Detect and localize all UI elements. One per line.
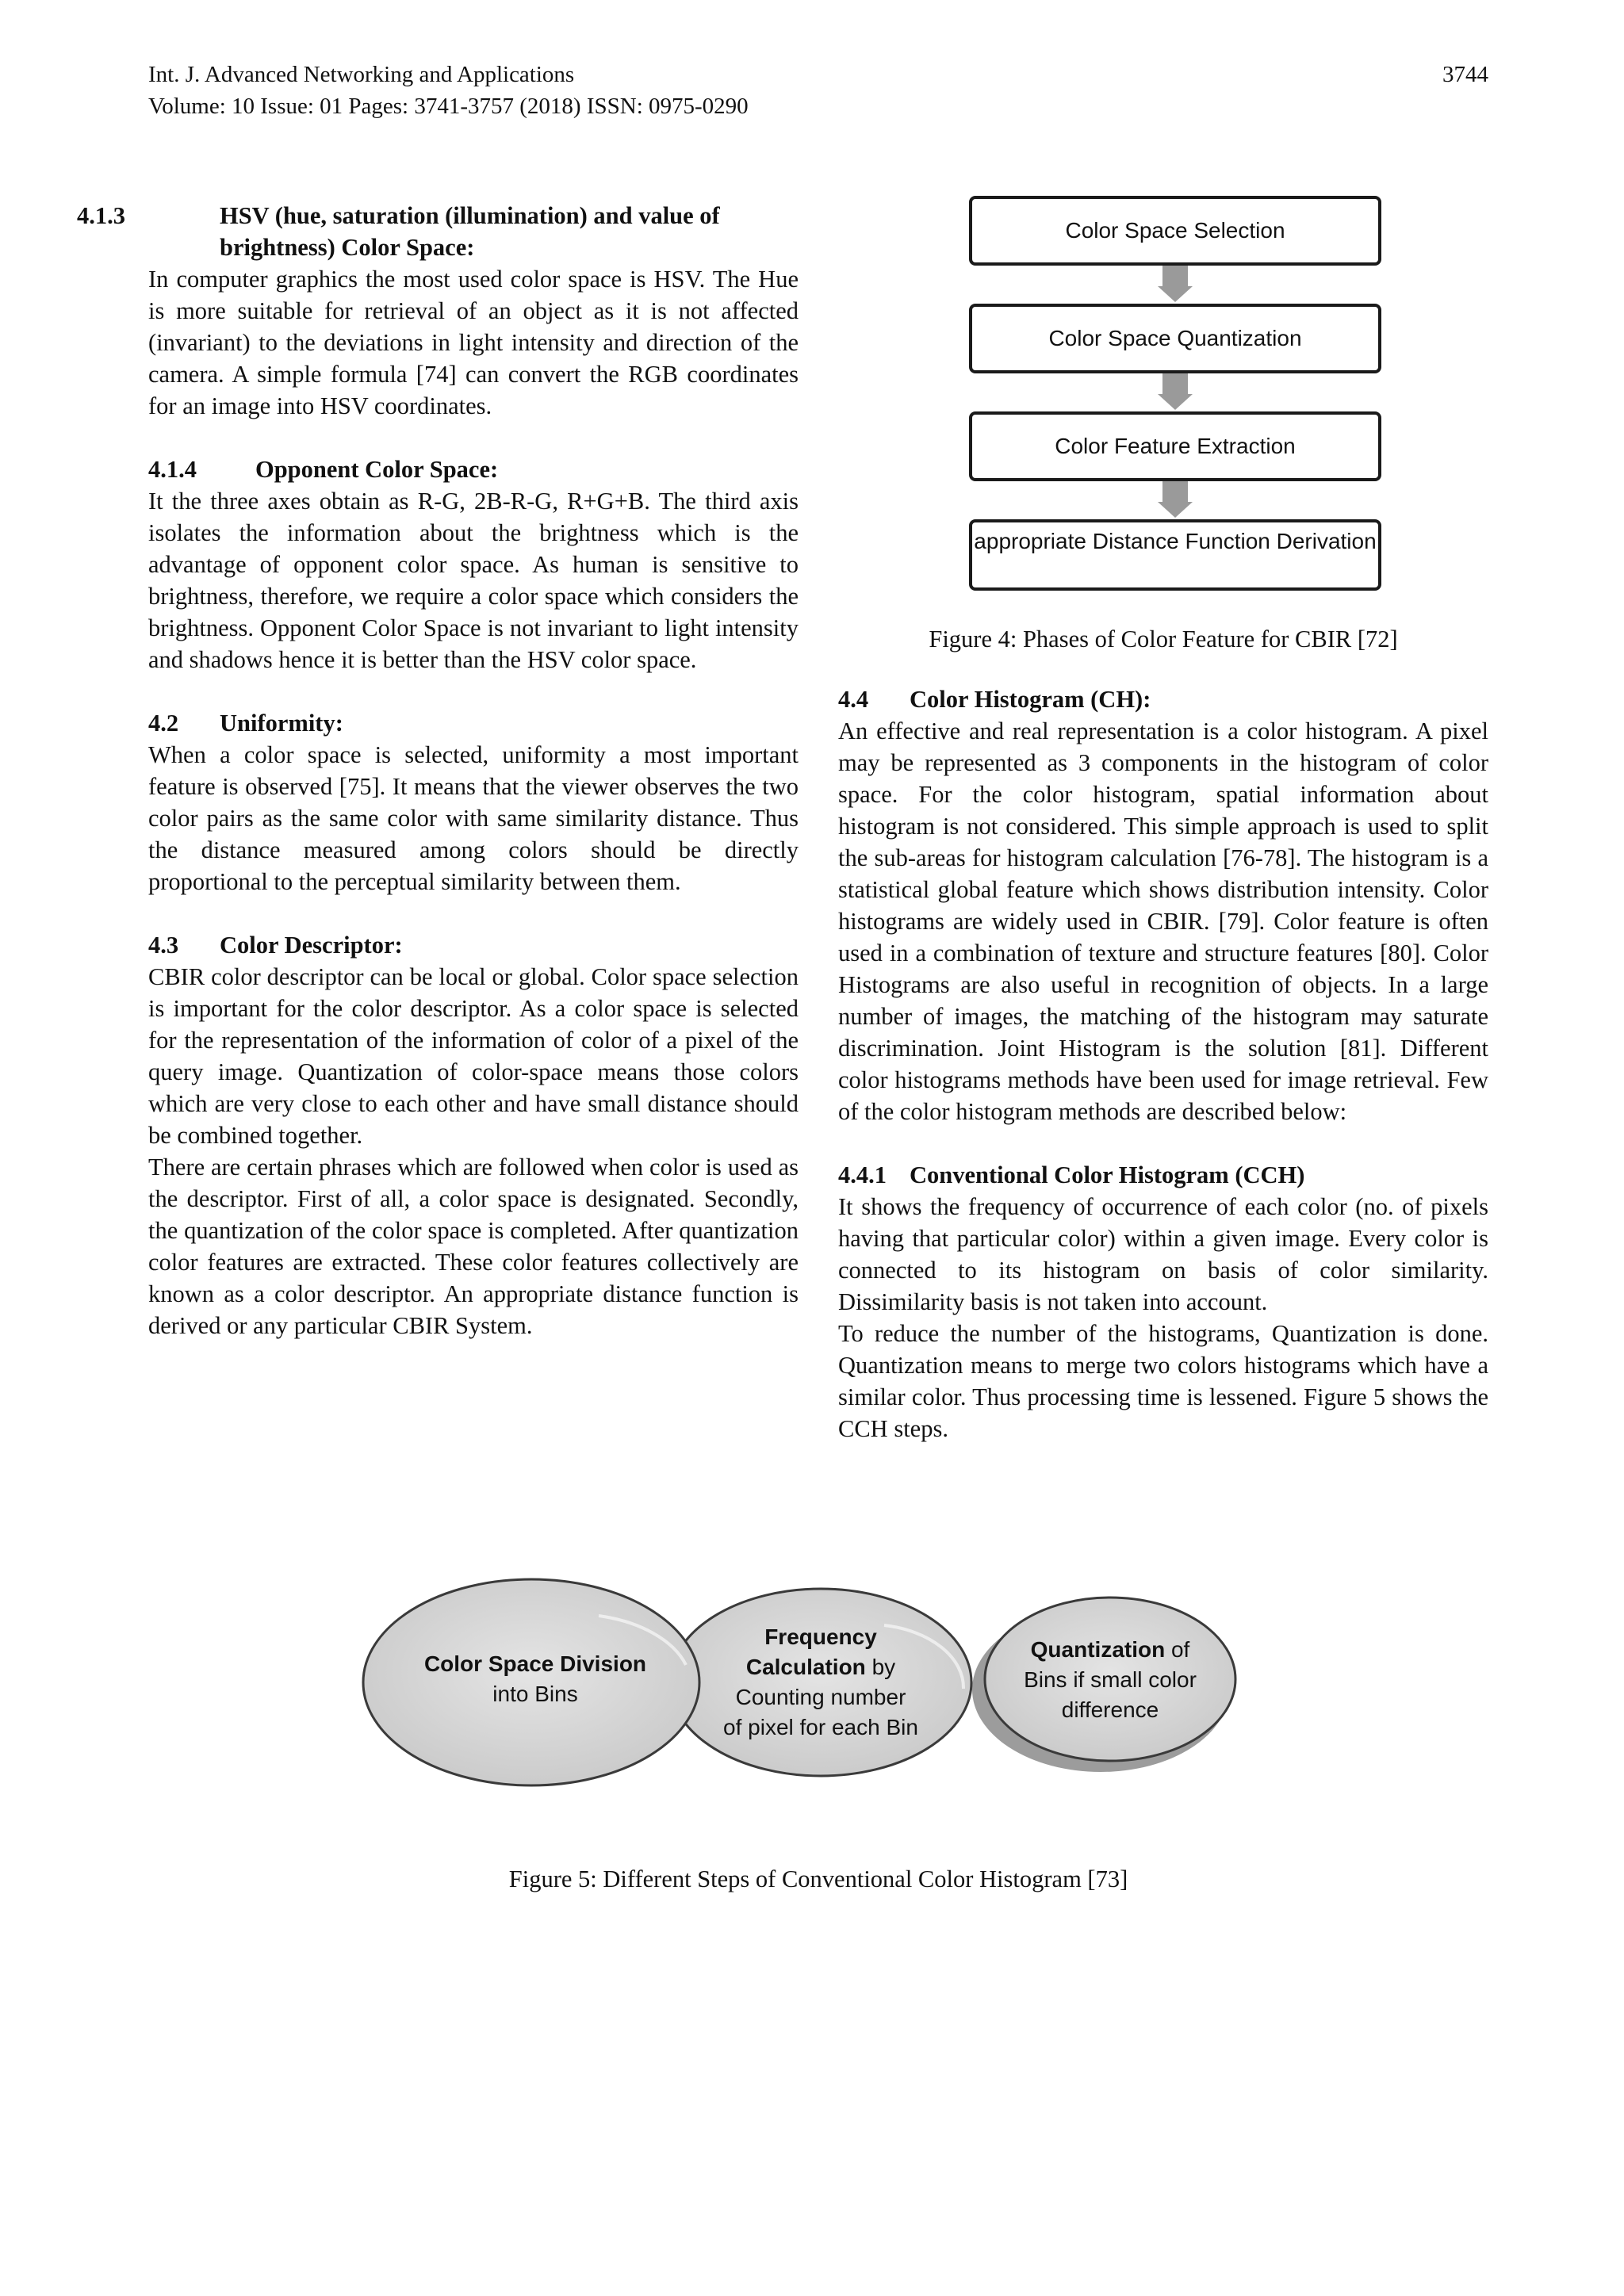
step3-rest-a: of	[1170, 1637, 1190, 1662]
paragraph: It the three axes obtain as R-G, 2B-R-G, R+G+B. The third axis isolates the information about the brightness which is the advantage of opponent color space. As human is sensitive to brightness, therefore, we require a color space which considers the brightness. Opponent Color Space is not invariant to light intensity and shadows hence it is better than the HSV color space.	[148, 488, 799, 673]
figure-5-caption: Figure 5: Different Steps of Conventional Color Histogram [73]	[508, 1866, 1128, 1892]
section-title: Color Histogram (CH):	[910, 686, 1151, 713]
step1-bold: Color Space Division	[423, 1651, 647, 1676]
section-number: 4.4	[838, 686, 869, 713]
section-title: Color Descriptor:	[220, 932, 403, 959]
step3-bold: Quantization	[1030, 1637, 1166, 1662]
step2-rest-c: of pixel for each Bin	[723, 1715, 918, 1739]
down-arrow-icon	[969, 373, 1381, 411]
section-4-4-1	[838, 1159, 1488, 1445]
step1-text	[408, 1649, 662, 1709]
section-4-4	[838, 683, 1488, 1127]
section-title: Conventional Color Histogram (CCH)	[910, 1161, 1305, 1188]
journal-title: Int. J. Advanced Networking and Applications	[148, 62, 575, 87]
paragraph: It shows the frequency of occurrence of each color (no. of pixels having that particular color) within a given image. Every color is connected to its histogram on basis of color similarity. Dissimilarity basis is not taken into account.	[838, 1193, 1488, 1315]
section-heading	[838, 683, 1488, 715]
paragraph: To reduce the number of the histograms, Quantization is done. Quantization means to merge two colors histograms which have a similar color. Thus processing time is lessened. Figure 5 shows the CCH steps.	[838, 1320, 1488, 1442]
right-column	[838, 683, 1488, 1445]
journal-volume: Volume: 10 Issue: 01 Pages: 3741-3757 (2018) ISSN: 0975-0290	[148, 94, 749, 119]
page-number: 3744	[1442, 62, 1488, 87]
page-header	[148, 59, 1488, 122]
paragraph: When a color space is selected, uniformity a most important feature is observed [75]. It means that the viewer observes the two color pairs as the same color with same similarity distance. Thus the distance measured among colors should be directly proportional to the perceptual similarity between them.	[148, 741, 799, 895]
section-number: 4.4.1	[838, 1161, 887, 1188]
step2-bold-a: Frequency	[764, 1624, 877, 1649]
step2-bold-b: Calculation	[745, 1655, 866, 1679]
section-heading	[77, 200, 799, 263]
left-column	[77, 200, 799, 1341]
step3-rest-c: difference	[1061, 1697, 1159, 1722]
section-heading	[148, 453, 799, 485]
section-4-1-3	[77, 200, 799, 422]
section-title: Opponent Color Space:	[255, 456, 499, 483]
paragraph: In computer graphics the most used color space is HSV. The Hue is more suitable for retrieval of an object as it is not affected (invariant) to the deviations in light intensity and direction of the camera. A simple formula [74] can convert the RGB coordinates for an image into HSV coordinates.	[148, 266, 799, 419]
figure-5-diagram	[361, 1570, 1281, 1808]
step2-text	[694, 1622, 948, 1743]
figure-4-caption: Figure 4: Phases of Color Feature for CBIR [72]	[929, 626, 1398, 652]
flow-box-color-feature-extraction: Color Feature Extraction	[969, 411, 1381, 481]
step2-rest-b: Counting number	[735, 1685, 906, 1709]
section-4-2	[148, 707, 799, 897]
paragraph: There are certain phrases which are followed when color is used as the descriptor. First of all, a color space is designated. Secondly, the quantization of the color space is completed. After quantization color features are extracted. These color features collectively are known as a color descriptor. An appropriate distance function is derived or any particular CBIR System.	[148, 1154, 799, 1339]
section-heading	[838, 1159, 1488, 1191]
step3-text	[995, 1635, 1225, 1725]
section-heading	[148, 929, 799, 961]
section-4-1-4	[148, 453, 799, 675]
section-title: HSV (hue, saturation (illumination) and value of brightness) Color Space:	[220, 202, 720, 261]
section-4-3	[148, 929, 799, 1341]
paragraph: An effective and real representation is a color histogram. A pixel may be represented as 3 components in the histogram of color space. For the color histogram, spatial information about histogram is not considered. This simple approach is used to split the sub-areas for histogram calculation [76-78]. The histogram is a statistical global feature which shows distribution intensity. Color histograms are widely used in CBIR. [79]. Color feature is often used in a combination of texture and structure features [80]. Color Histograms are also useful in recognition of objects. In a large number of images, the matching of the histogram may saturate discrimination. Joint Histogram is the solution [81]. Different color histograms methods have been used for image retrieval. Few of the color histogram methods are described below:	[838, 718, 1488, 1125]
flow-box-distance-function: appropriate Distance Function Derivation	[969, 519, 1381, 591]
section-number: 4.1.3	[77, 202, 125, 229]
step1-rest: into Bins	[492, 1682, 578, 1706]
down-arrow-icon	[969, 266, 1381, 304]
section-number: 4.1.4	[148, 456, 197, 483]
step3-rest-b: Bins if small color	[1024, 1667, 1197, 1692]
section-number: 4.2	[148, 710, 179, 737]
down-arrow-icon	[969, 481, 1381, 519]
section-number: 4.3	[148, 932, 179, 959]
section-title: Uniformity:	[220, 710, 343, 737]
figure-4-flowchart	[969, 196, 1381, 591]
section-heading	[148, 707, 799, 739]
flow-box-color-space-selection: Color Space Selection	[969, 196, 1381, 266]
step2-rest-a: by	[871, 1655, 896, 1679]
paragraph: CBIR color descriptor can be local or global. Color space selection is important for the color descriptor. As a color space is selected for the representation of the information of color of a pixel of the query image. Quantization of color-space means those colors which are very close to each other and have small distance should be combined together.	[148, 963, 799, 1149]
flow-box-color-space-quantization: Color Space Quantization	[969, 304, 1381, 373]
